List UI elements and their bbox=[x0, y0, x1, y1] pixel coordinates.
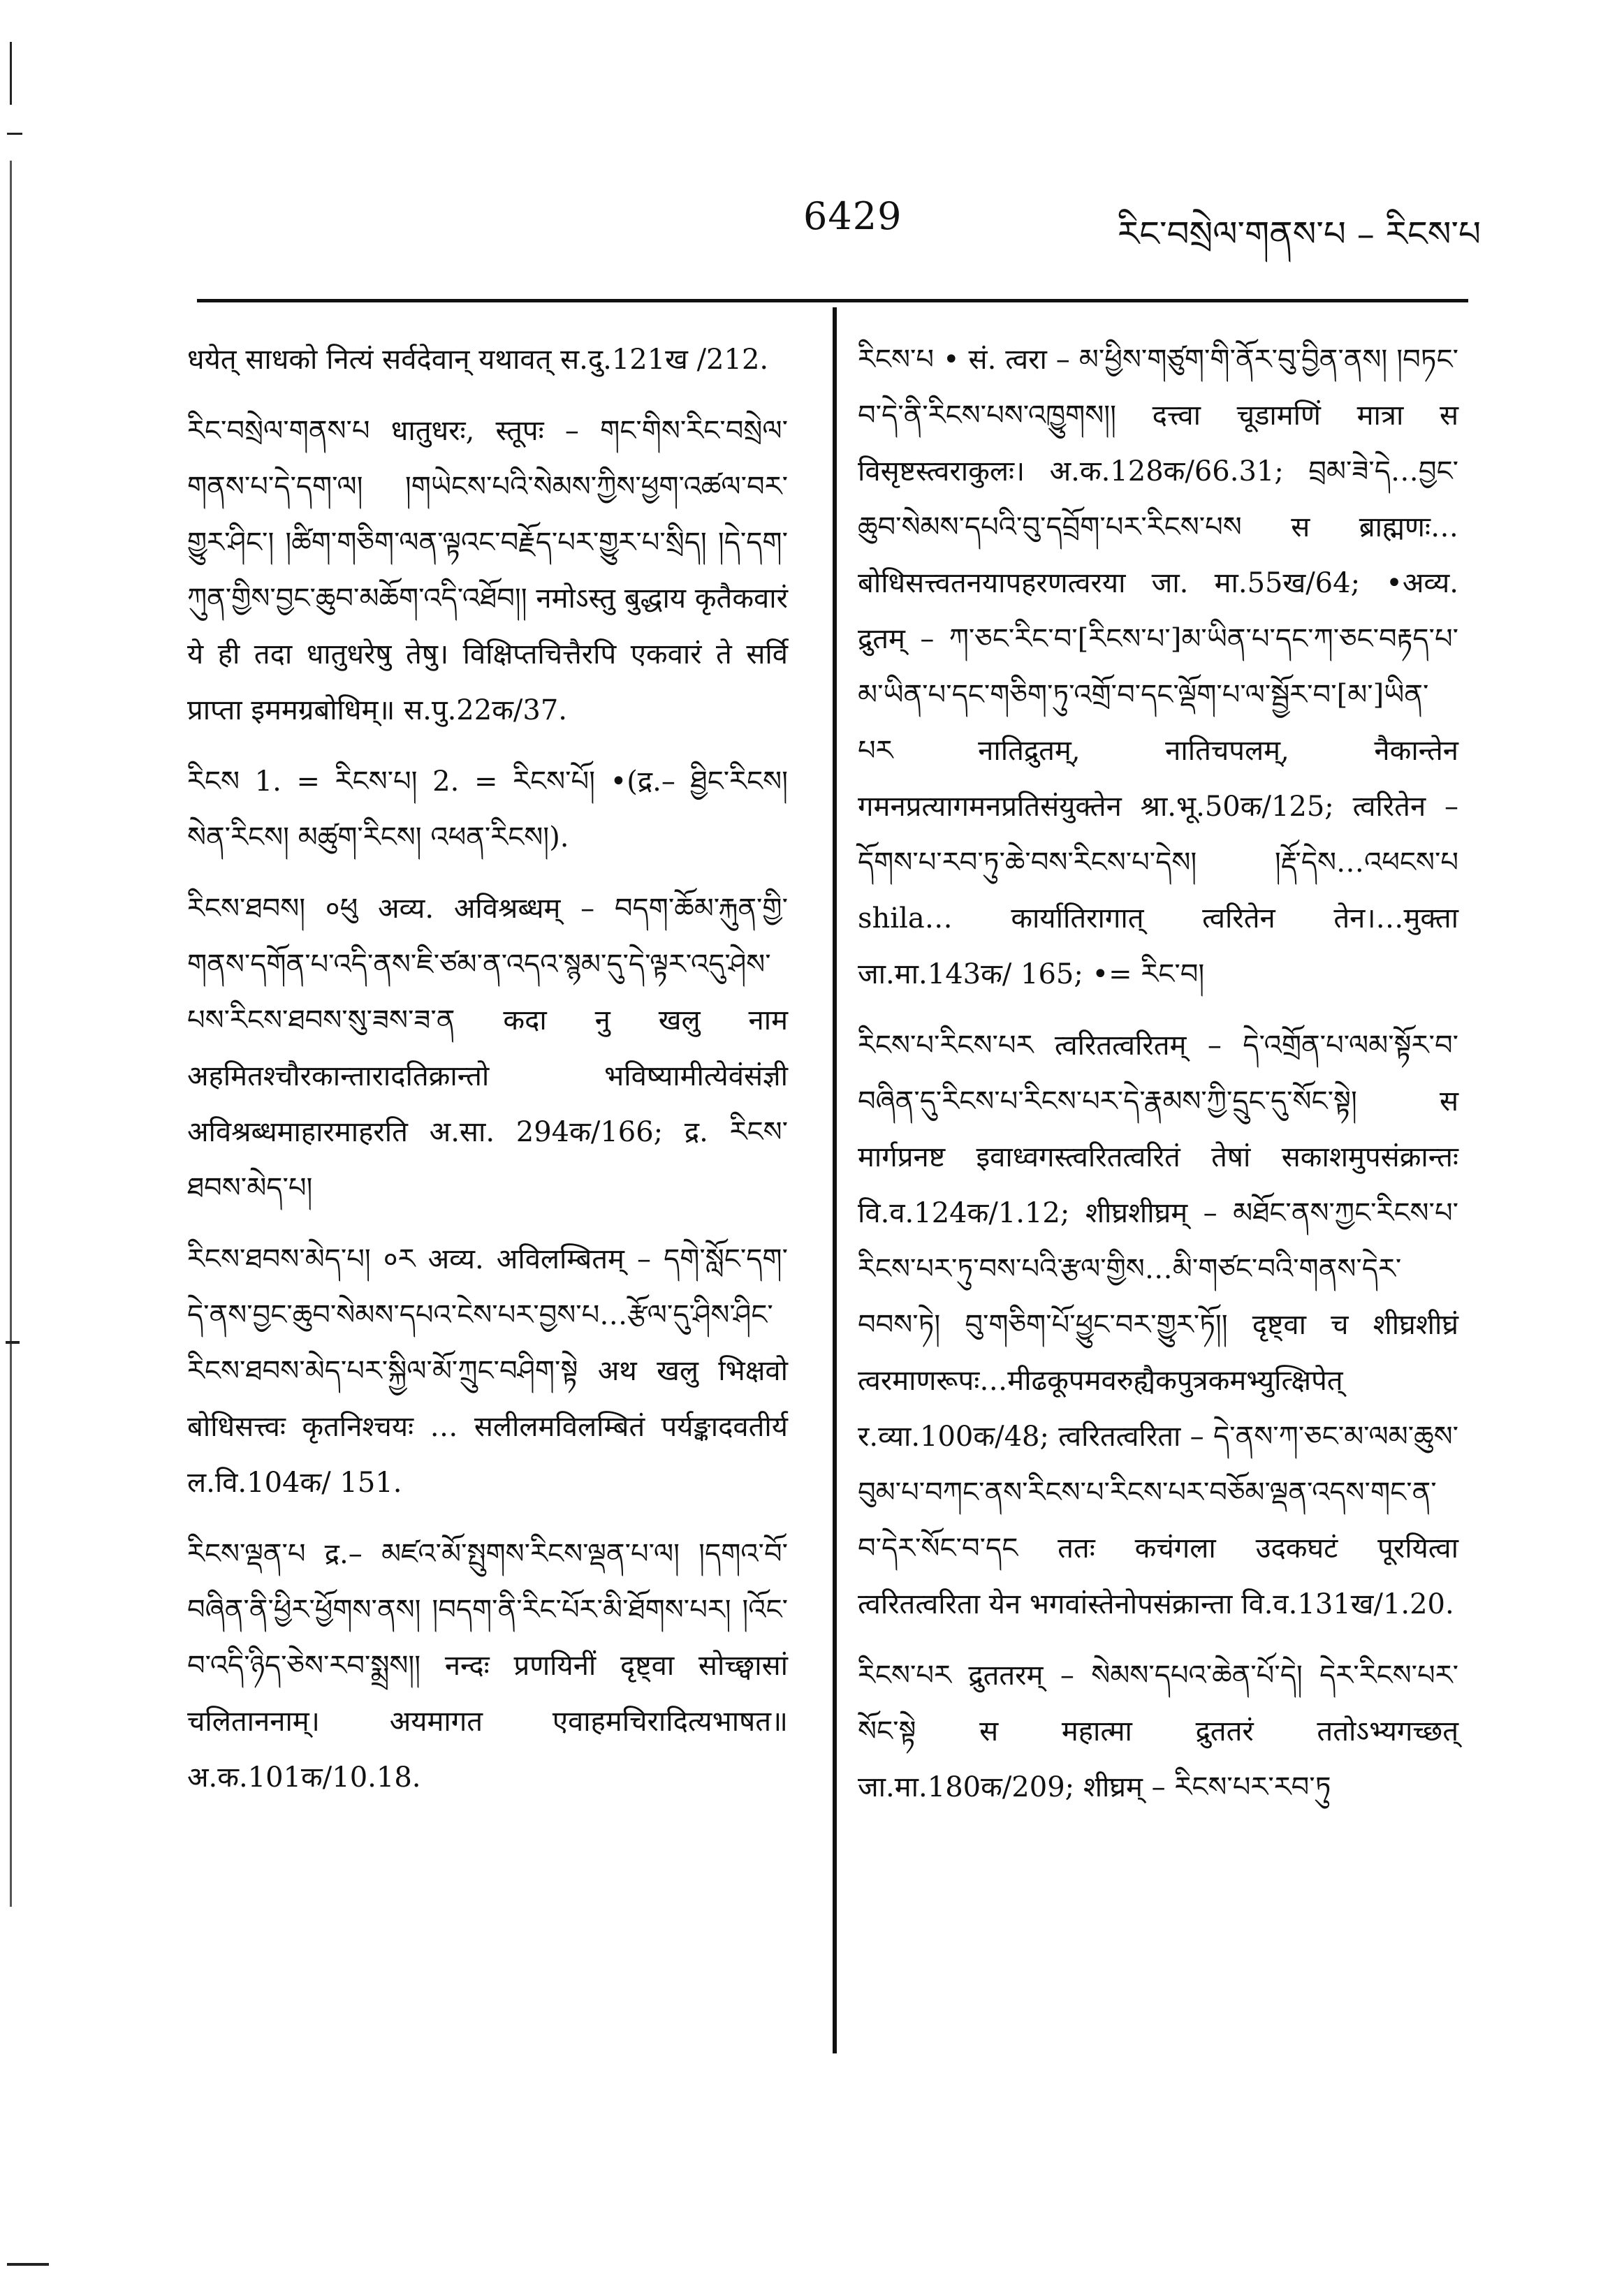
running-head: རིང་བསྲེལ་གནས་པ – རིངས་པ bbox=[1117, 214, 1481, 254]
dictionary-entry: རིངས་པར द्रुततरम् – སེམས་དཔའ་ཆེན་པོ་དེ། དེར་རིངས་པར་སོང་སྟེ स महात्मा द्रुततरं ततोऽभ्यगच्छत् जा.मा.180क/209; शीघ्रम् – རིངས་པར་རབ་ཏུ bbox=[858, 1660, 1458, 1803]
scan-edge-mark bbox=[10, 42, 12, 105]
dictionary-entry: धयेत् साधको नित्यं सर्वदेवान् यथावत् स.दु.121ख /212. bbox=[187, 344, 769, 376]
dictionary-entry: རིངས་པ • सं. त्वरा – མ་ཕྱིས་གཙུག་གི་ནོར་བུ་བྱིན་ནས། །བཏང་བ་དེ་ནི་རིངས་པས་འཁྱུགས།། दत्त्वा चूडामणिं मात्रा स विसृष्टस्त्वराकुलः। अ.क.128क/66.31; བྲམ་ཟེ་དེ…བྱང་ཆུབ་སེམས་དཔའི་བུ་དབྲོག་པར་རིངས་པས स ब्राह्मणः…बोधिसत्त्वतनयापहरणत्वरया जा. मा.55ख/64; •अव्य. द्रुतम् – ཀ་ཅང་རིང་བ་[རིངས་པ་]མ་ཡིན་པ་དང་ཀ་ཅང་བརྟད་པ་མ་ཡིན་པ་དང་གཅིག་ཏུ་འགྲོ་བ་དང་ལྡོག་པ་ལ་སྦྱོར་བ་[མ་]ཡིན་པར नातिद्रुतम्, नातिचपलम्, नैकान्तेन गमनप्रत्यागमनप्रतिसंयुक्तेन श्रा.भू.50क/125; त्वरितेन – དོགས་པ་རབ་ཏུ་ཆེ་བས་རིངས་པ་དེས། །རྡོ་དེས…འཕངས་པ shila… कार्यातिरागात् त्वरितेन तेन।…मुक्ता जा.मा.143क/ 165; •= རིང་བ། bbox=[858, 344, 1458, 990]
dictionary-entry: རིང་བསྲེལ་གནས་པ धातुधरः, स्तूपः – གང་གིས་རིང་བསྲེལ་གནས་པ་དེ་དག་ལ། །གཡེངས་པའི་སེམས་ཀྱིས་ཕྱག་འཚལ་བར་གྱུར་ཤིང་། །ཚིག་གཅིག་ལན་ལྟའང་བརྗོད་པར་གྱུར་པ་སྲིད། །དེ་དག་ཀུན་གྱིས་བྱང་ཆུབ་མཆོག་འདི་འཐོབ།། नमोऽस्तु बुद्धाय कृतैकवारं ये ही तदा धातुधरेषु तेषु। विक्षिप्तचित्तैरपि एकवारं ते सर्वि प्राप्ता इममग्रबोधिम्॥ स.पु.22क/37. bbox=[187, 415, 788, 726]
right-column bbox=[858, 332, 1458, 1831]
dictionary-entry: རིངས་ལྡན་པ द्र.– མཛའ་མོ་སྤུགས་རིངས་ལྡན་པ་ལ། །དགའ་བོ་བཞིན་ནི་ཕྱིར་ཕྱོགས་ནས། །བདག་ནི་རིང་པོར་མི་ཐོགས་པར། །འོང་བ་འདི་ཉིད་ཅེས་རབ་སྨྲས།། नन्दः प्रणयिनीं दृष्ट्वा सोच्छ्वासां चलिताननाम्। अयमागत एवाहमचिरादित्यभाषत॥ अ.क.101क/10.18. bbox=[187, 1538, 788, 1794]
scan-edge-mark bbox=[10, 161, 12, 1907]
left-column bbox=[187, 332, 788, 1821]
dictionary-entry: རིངས 1. = རིངས་པ། 2. = རིངས་པོ། •(द्र.– ཐྱིང་རིངས། སེན་རིངས། མཚུག་རིངས། འཕན་རིངས།). bbox=[187, 765, 788, 854]
scan-edge-mark bbox=[7, 2263, 49, 2266]
header-rule bbox=[197, 299, 1468, 302]
dictionary-entry: རིངས་ཐབས། ०ཕུ अव्य. अविश्रब्धम् – བདག་ཆོམ་རྐུན་གྱི་གནས་དགོན་པ་འདི་ནས་ཇི་ཙམ་ན་འདའ་སྙམ་དུ་དེ་ལྟར་འདུ་ཤེས་པས་རིངས་ཐབས་སུ་ཟས་ཟ་ན कदा नु खलु नाम अहमितश्चौरकान्तारादतिक्रान्तो भविष्यामीत्येवंसंज्ञी अविश्रब्धमाहारमाहरति अ.सा. 294क/166; द्र. རིངས་ཐབས་མེད་པ། bbox=[187, 893, 788, 1204]
page-number: 6429 bbox=[803, 194, 902, 238]
scan-edge-mark bbox=[7, 133, 22, 135]
dictionary-entry: རིངས་ཐབས་མེད་པ། ०ར अव्य. अविलम्बितम् – དགེ་སློང་དག་དེ་ནས་བྱང་ཆུབ་སེམས་དཔའ་ངེས་པར་བྱས་པ…རྩོལ་དུ་ཤིས་ཤིང་རིངས་ཐབས་མེད་པར་སྐྱིལ་མོ་ཀྲུང་བཤིག་སྟེ अथ खलु भिक्षवो बोधिसत्त्वः कृतनिश्चयः … सलीलमविलम्बितं पर्यङ्कादवतीर्य ल.वि.104क/ 151. bbox=[187, 1243, 788, 1499]
dictionary-entry: རིངས་པ་རིངས་པར त्वरितत्वरितम् – དེ་འགྲོན་པ་ལམ་སྟོར་བ་བཞིན་དུ་རིངས་པ་རིངས་པར་དེ་རྣམས་ཀྱི་དྲུང་དུ་སོང་སྟེ། स मार्गप्रनष्ट इवाध्वगस्त्वरितत्वरितं तेषां सकाशमुपसंक्रान्तः वि.व.124क/1.12; शीघ्रशीघ्रम् – མཐོང་ནས་ཀྱང་རིངས་པ་རིངས་པར་ཏུ་བས་པའི་རྩལ་གྱིས…མི་གཙང་བའི་གནས་དེར་བབས་ཏེ། བུ་གཅིག་པོ་ཕྱུང་བར་གྱུར་ཏོ།། दृष्ट्वा च शीघ्रशीघ्रं त्वरमाणरूपः…मीढकूपमवरुह्यैकपुत्रकमभ्युत्क्षिपेत् र.व्या.100क/48; त्वरितत्वरिता – དེ་ནས་ཀ་ཅང་མ་ལམ་ཆུས་བུམ་པ་བཀང་ནས་རིངས་པ་རིངས་པར་བཅོམ་ལྡན་འདས་གང་ན་བ་དེར་སོང་བ་དང ततः कचंगला उदकघटं पूरयित्वा त्वरितत्वरिता येन भगवांस्तेनोपसंक्रान्ता वि.व.131ख/1.20. bbox=[858, 1030, 1458, 1620]
scan-edge-mark bbox=[6, 1341, 20, 1344]
column-divider bbox=[833, 307, 837, 2053]
